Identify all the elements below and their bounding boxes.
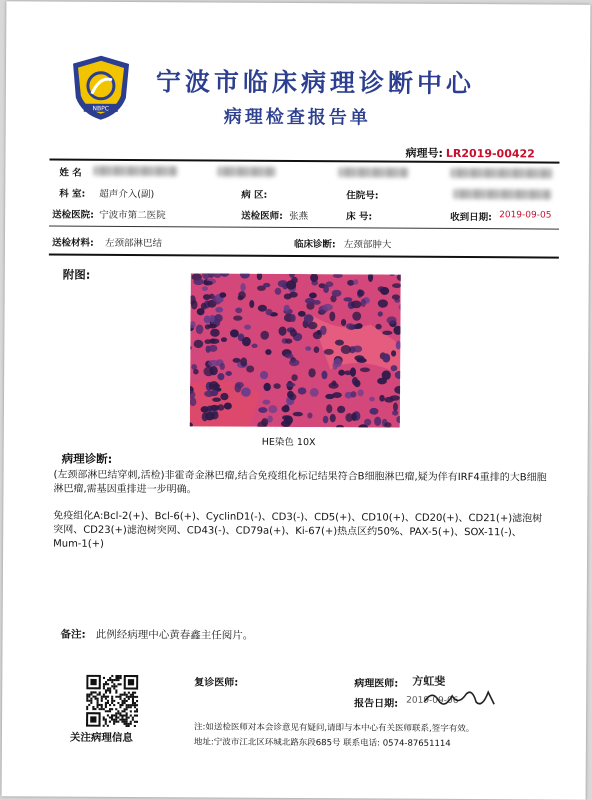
nucleus <box>210 339 215 344</box>
nucleus <box>193 278 203 285</box>
nucleus <box>298 387 307 394</box>
diagnosis-heading: 病理诊断: <box>61 451 113 466</box>
nucleus <box>273 383 280 389</box>
nucleus <box>326 404 332 413</box>
divider-lower <box>49 253 559 258</box>
nucleus <box>210 329 220 337</box>
nucleus <box>320 326 327 335</box>
pathologist-value: 方虹斐 <box>412 674 446 688</box>
nucleus <box>369 408 378 415</box>
nucleus <box>215 307 223 313</box>
remark <box>61 627 254 643</box>
received-value: 2019-09-05 <box>499 210 552 221</box>
divider-mid <box>49 225 559 229</box>
nucleus <box>314 346 320 353</box>
nucleus <box>351 300 361 308</box>
nucleus <box>284 404 290 411</box>
nucleus <box>387 316 397 324</box>
nucleus <box>230 329 239 337</box>
hospital-value: 宁波市第二医院 <box>99 209 166 222</box>
nucleus <box>260 331 269 340</box>
nucleus <box>328 382 338 388</box>
admission-no-label: 住院号: <box>346 190 379 202</box>
nucleus <box>304 314 314 322</box>
nucleus <box>235 307 242 313</box>
nucleus <box>309 292 317 298</box>
nucleus <box>289 359 299 366</box>
institution-title: 宁波市临床病理诊断中心 <box>155 67 476 99</box>
nucleus <box>351 391 357 397</box>
immunohistochemistry-text: 免疫组化A:Bcl-2(+)、Bcl-6(+)、CyclinD1(-)、CD3(-)、CD5(+)、CD10(+)、CD20(+)、CD21(+)滤泡树突网、CD23(+)滤泡树突网、CD43(-)、CD79a(+)、Ki-67(+)热点区约50%、PAX-5(+)、SOX-11(-)、Mum-1(+) <box>53 510 543 550</box>
remark-label: 备注: <box>60 628 86 641</box>
figure-caption: HE染色 10X <box>261 436 316 449</box>
nucleus <box>338 370 345 376</box>
nucleus <box>351 412 356 421</box>
nucleus <box>352 345 362 352</box>
nucleus <box>244 324 251 329</box>
hospital-label: 送检医院: <box>52 209 94 221</box>
nucleus <box>211 411 219 419</box>
nucleus <box>330 414 336 422</box>
nucleus <box>240 357 247 366</box>
nucleus <box>258 305 267 312</box>
nucleus <box>310 388 319 397</box>
pathology-report-page <box>2 1 591 800</box>
nucleus <box>358 389 364 396</box>
name-label: 姓 名 <box>59 167 82 179</box>
nucleus <box>260 371 268 379</box>
nucleus <box>289 292 298 298</box>
doctor-value: 张燕 <box>289 210 309 223</box>
nucleus <box>208 360 218 367</box>
nucleus <box>353 279 358 285</box>
nucleus <box>240 283 245 291</box>
nucleus <box>374 417 381 426</box>
nucleus <box>305 346 311 351</box>
nucleus <box>220 363 225 370</box>
qr-code <box>86 675 138 727</box>
nucleus <box>352 312 361 321</box>
redacted-name <box>93 166 177 177</box>
nucleus <box>196 324 204 334</box>
nucleus <box>209 315 214 323</box>
nucleus <box>262 400 270 405</box>
handwritten-signature <box>422 686 502 710</box>
nucleus <box>275 288 282 295</box>
nucleus <box>220 393 228 400</box>
nucleus <box>322 304 333 311</box>
nucleus <box>267 415 273 422</box>
nucleus <box>238 291 246 299</box>
pathologist-label: 病理医师: <box>354 678 399 690</box>
nucleus <box>251 344 257 348</box>
redacted-gender <box>217 167 275 177</box>
nucleus <box>241 387 251 396</box>
doctor-label: 送检医师: <box>241 210 283 222</box>
nucleus <box>202 286 208 291</box>
redacted-age <box>338 167 408 177</box>
diagnosis-text: (左颈部淋巴结穿刺,活检)非霍奇金淋巴瘤,结合免疫组化标记结果符合B细胞淋巴瘤,疑为伴有IRF4重排的大B细胞淋巴瘤,需基因重排进一步明确。 <box>53 469 547 496</box>
logo-text: NBPC <box>92 105 110 113</box>
nucleus <box>201 303 207 310</box>
nucleus <box>310 273 318 282</box>
nucleus <box>284 305 290 312</box>
nucleus <box>219 292 226 298</box>
nucleus <box>210 390 218 396</box>
center-logo <box>70 54 132 122</box>
he-stain-micrograph <box>190 273 401 427</box>
nucleus <box>258 407 267 413</box>
nucleus <box>291 374 297 381</box>
report-date-label: 报告日期: <box>354 698 399 710</box>
review-doctor-label: 复诊医师: <box>194 677 239 689</box>
nucleus <box>378 299 388 307</box>
pathology-number <box>405 145 534 162</box>
nucleus <box>391 350 396 356</box>
nucleus <box>369 397 375 402</box>
nucleus <box>382 370 391 380</box>
redacted-admission-no <box>453 189 551 200</box>
nucleus <box>214 314 223 322</box>
remark-text: 此例经病理中心黄春鑫主任阅片。 <box>95 628 254 642</box>
nucleus <box>242 337 251 346</box>
nucleus <box>261 418 268 426</box>
nucleus <box>334 358 342 367</box>
report-date-value: 2019-09-06 <box>406 695 459 706</box>
nucleus <box>266 309 273 315</box>
material-value: 左颈部淋巴结 <box>104 237 163 250</box>
clinical-value: 左颈部肿大 <box>343 239 392 251</box>
nucleus <box>246 365 254 372</box>
nucleus <box>379 395 384 402</box>
department-value: 超声介入(副) <box>99 188 155 201</box>
figure-label: 附图: <box>62 267 91 282</box>
nucleus <box>268 405 277 413</box>
nucleus <box>361 299 366 307</box>
nucleus <box>346 323 355 329</box>
nucleus <box>337 406 345 413</box>
notice-text: 注:如送检医师对本会诊意见有疑问,请即与本中心有关医师联系,签字有效。 <box>193 722 475 735</box>
redacted-id <box>450 168 552 179</box>
nucleus <box>209 381 219 390</box>
address-text: 地址:宁波市江北区环城北路东段685号 联系电话: 0574-87651114 <box>193 737 451 749</box>
nucleus <box>290 314 295 322</box>
nucleus <box>350 367 356 376</box>
nucleus <box>392 294 400 299</box>
nucleus <box>341 345 351 354</box>
ward-label: 病 区: <box>241 189 268 201</box>
nucleus <box>286 280 296 289</box>
nucleus <box>323 416 329 424</box>
nucleus <box>221 337 227 342</box>
nucleus <box>332 290 342 297</box>
nucleus <box>308 322 318 329</box>
nucleus <box>285 339 292 344</box>
nucleus <box>357 290 364 297</box>
nucleus <box>382 353 390 362</box>
material-label: 送检材料: <box>51 237 94 249</box>
nucleus <box>321 371 327 380</box>
nucleus <box>226 371 232 376</box>
department-label: 科 室: <box>59 188 86 200</box>
nucleus <box>224 402 232 409</box>
nucleus <box>307 412 312 418</box>
nucleus <box>323 285 329 293</box>
nucleus <box>290 329 297 337</box>
report-title: 病理检查报告单 <box>223 106 371 129</box>
nucleus <box>378 311 383 316</box>
nucleus <box>265 349 271 355</box>
nucleus <box>380 287 389 295</box>
nucleus <box>209 366 217 375</box>
pathology-number-value: LR2019-00422 <box>445 146 535 161</box>
nucleus <box>391 365 398 371</box>
nucleus <box>263 383 270 391</box>
nucleus <box>341 319 346 326</box>
nucleus <box>278 326 286 335</box>
nucleus <box>191 300 198 309</box>
nucleus <box>384 422 391 427</box>
nucleus <box>210 405 220 411</box>
nucleus <box>335 340 344 346</box>
pathology-number-label: 病理号: <box>405 146 443 160</box>
nucleus <box>209 345 218 352</box>
nucleus <box>194 340 204 348</box>
nucleus <box>352 377 358 385</box>
nucleus <box>329 312 335 322</box>
bed-label: 床 号: <box>346 211 373 223</box>
nucleus <box>287 391 294 398</box>
qr-caption: 关注病理信息 <box>69 731 133 745</box>
nucleus <box>217 373 224 380</box>
nucleus <box>249 300 254 308</box>
nucleus <box>384 397 393 403</box>
nucleus <box>298 311 306 317</box>
nucleus <box>308 368 315 377</box>
nucleus <box>193 369 199 375</box>
received-label: 收到日期: <box>450 211 492 224</box>
nucleus <box>375 324 381 330</box>
clinical-label: 临床诊断: <box>293 238 336 251</box>
nucleus <box>235 382 244 388</box>
